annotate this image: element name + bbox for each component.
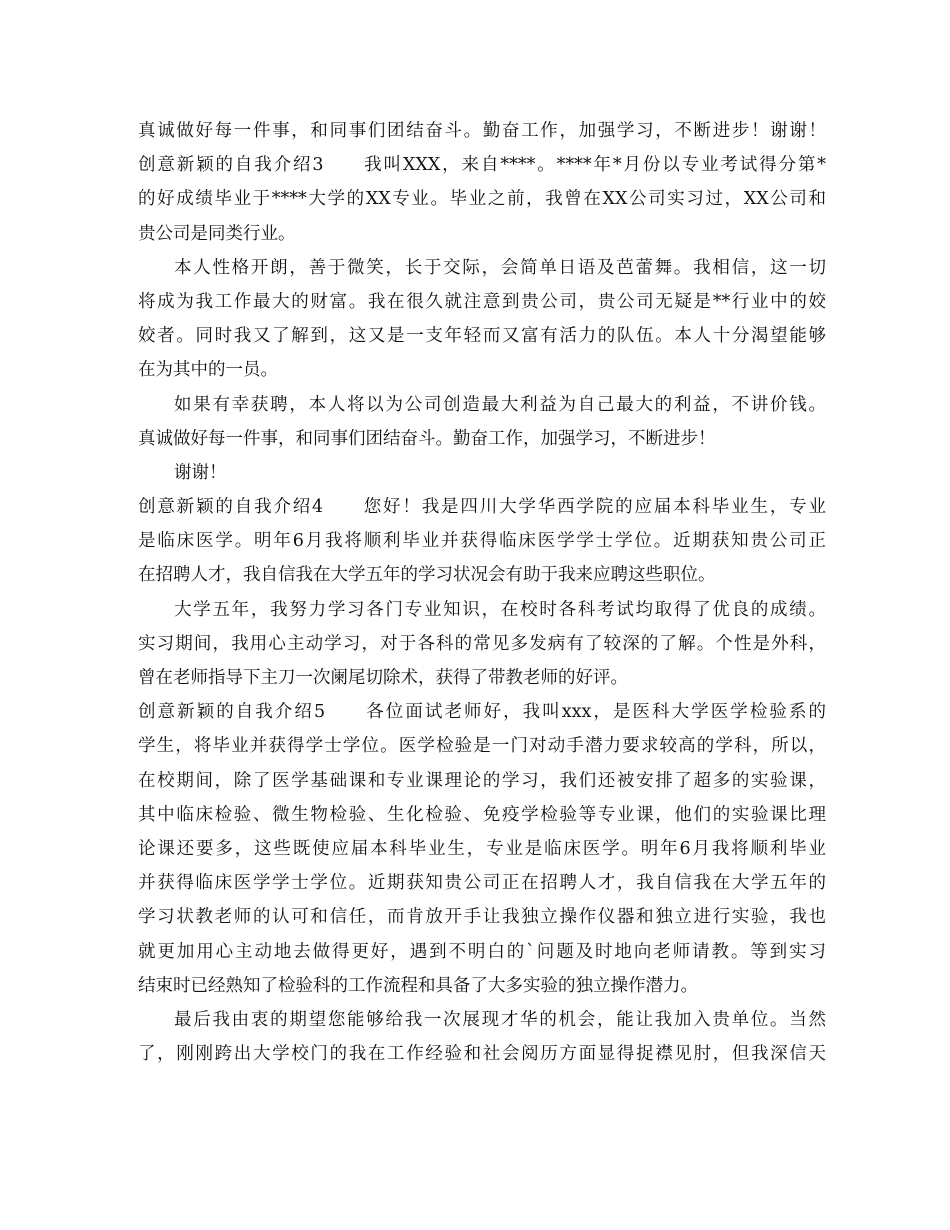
- text-line: 如果有幸获聘，本人将以为公司创造最大利益为自己最大的利益，不讲价钱。: [174, 394, 826, 415]
- text-line: 论课还要多，这些既使应届本科毕业生，专业是临床医学。明年6月我将顺利毕业: [138, 838, 826, 859]
- text-line: 真诚做好每一件事，和同事们团结奋斗。勤奋工作，加强学习，不断进步！谢谢！: [138, 121, 826, 141]
- text-line: 了，刚刚跨出大学校门的我在工作经验和社会阅历方面显得捉襟见肘，但我深信天: [138, 1044, 826, 1065]
- text-line: 并获得临床医学学士学位。近期获知贵公司正在招聘人才，我自信我在大学五年的: [138, 873, 826, 894]
- text-line: 在为其中的一员。: [138, 360, 278, 381]
- text-line: 学生，将毕业并获得学士学位。医学检验是一门对动手潜力要求较高的学科，所以，: [138, 736, 826, 757]
- text-line: 大学五年，我努力学习各门专业知识，在校时各科考试均取得了优良的成绩。: [174, 599, 826, 620]
- text-line: 贵公司是同类行业。: [138, 223, 296, 244]
- text-line: 就更加用心主动地去做得更好，遇到不明白的`问题及时地向老师请教。等到实习: [138, 941, 826, 962]
- document-body: [138, 114, 826, 1071]
- text-line: 结束时已经熟知了检验科的工作流程和具备了大多实验的独立操作潜力。: [138, 975, 698, 996]
- text-line: 在校期间，除了医学基础课和专业课理论的学习，我们还被安排了超多的实验课，: [138, 770, 826, 791]
- text-line: 谢谢！: [174, 462, 227, 483]
- text-line: 创意新颖的自我介绍5 各位面试老师好，我叫xxx，是医科大学医学检验系的: [138, 702, 826, 723]
- text-line: 是临床医学。明年6月我将顺利毕业并获得临床医学学士学位。近期获知贵公司正: [138, 531, 826, 552]
- text-line: 本人性格开朗，善于微笑，长于交际，会简单日语及芭蕾舞。我相信，这一切: [174, 257, 826, 278]
- text-line: 在招聘人才，我自信我在大学五年的学习状况会有助于我来应聘这些职位。: [138, 565, 716, 586]
- text-line: 实习期间，我用心主动学习，对于各科的常见多发病有了较深的了解。个性是外科，: [138, 633, 826, 654]
- text-line: 姣者。同时我又了解到，这又是一支年轻而又富有活力的队伍。本人十分渴望能够: [138, 326, 826, 347]
- text-line: 将成为我工作最大的财富。我在很久就注意到贵公司，贵公司无疑是**行业中的姣: [138, 291, 826, 312]
- text-line: 其中临床检验、微生物检验、生化检验、免疫学检验等专业课，他们的实验课比理: [138, 804, 826, 825]
- text-line: 的好成绩毕业于****大学的XX专业。毕业之前，我曾在XX公司实习过，XX公司和: [138, 189, 826, 210]
- text-line: 学习状教老师的认可和信任，而肯放开手让我独立操作仪器和独立进行实验，我也: [138, 907, 826, 928]
- text-line: 最后我由衷的期望您能够给我一次展现才华的机会，能让我加入贵单位。当然: [174, 1009, 826, 1030]
- text-line: 真诚做好每一件事，和同事们团结奋斗。勤奋工作，加强学习，不断进步！: [138, 428, 716, 449]
- text-line: 曾在老师指导下主刀一次阑尾切除术，获得了带教老师的好评。: [138, 668, 628, 688]
- text-line: 创意新颖的自我介绍4 您好！我是四川大学华西学院的应届本科毕业生，专业: [138, 497, 826, 518]
- text-line: 创意新颖的自我介绍3 我叫XXX，来自****。****年*月份以专业考试得分第*: [138, 155, 826, 176]
